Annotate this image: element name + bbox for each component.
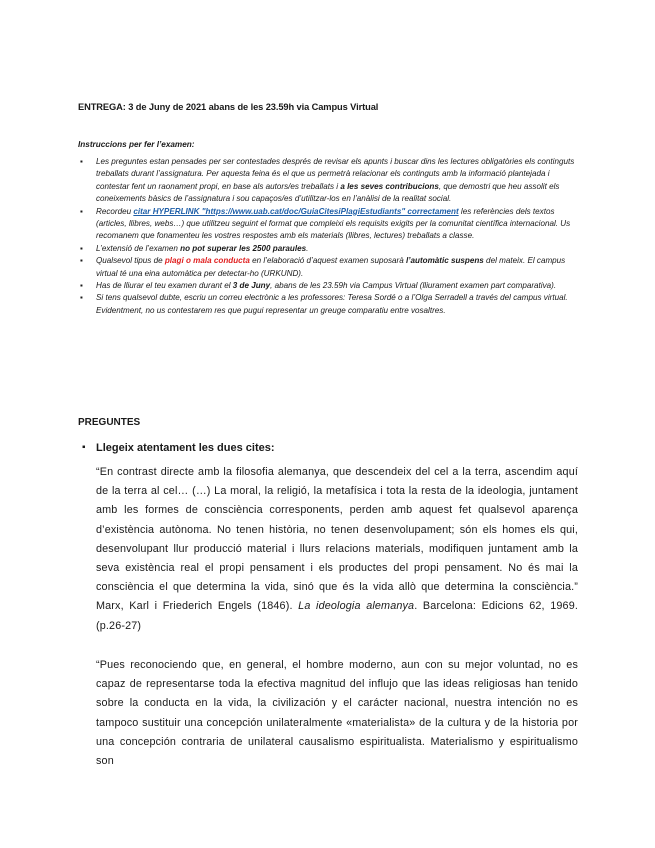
instruction-text: Qualsevol tipus de: [96, 256, 165, 266]
questions-heading: PREGUNTES: [78, 417, 141, 428]
bullet-icon: ▪: [80, 157, 83, 166]
quote-marx-engels: [96, 463, 578, 636]
instruction-text: .: [306, 243, 309, 253]
instruction-bold: no pot superar les 2500 paraules: [180, 243, 307, 253]
instruction-item: [78, 206, 576, 243]
bullet-icon: ▪: [80, 206, 83, 216]
quote-text: “Pues reconociendo que, en general, el hombre moderno, aun con su mejor voluntad, no es capaz de representarse toda la efectiva magnitud del influjo que las ideas religiosas han tenido sobre la conducta en la vida, la civilización y el carácter nacional, nuestra intención no es tampoco sustituir una concepción unilateralmente «materialista» de la cultura y de la historia por una concepción contraria de unilateral causalismo espiritualista. Materialismo y espiritualismo son: [96, 659, 578, 768]
instruction-bold: 3 de Juny: [232, 281, 271, 291]
instruction-bold: a les seves contribucions: [340, 181, 439, 191]
instruction-text: les referències dels textos (articles, llibres, webs…) que utilitzeu seguint el format que compleixi els requisits exigits per la comunitat científica internacional. Us recomanem que fonamenteu les vostres respostes amb els materials (llibres, lectures) treballats a classe.: [96, 206, 571, 241]
quote-reference: . Barcelona: Edicions 62, 1969. (p.26-27): [96, 600, 578, 632]
plagiarism-warning: plagi o mala conducta: [164, 256, 250, 266]
instruction-text: , abans de les 23.59h via Campus Virtual (lliurament examen part comparativa).: [270, 281, 557, 291]
instructions-list: [78, 156, 576, 317]
task-text: Llegeix atentament les dues cites:: [96, 442, 275, 454]
instruction-item: [78, 280, 576, 292]
instruction-text: , que demostri que heu assolit els coneixements bàsics de l’assignatura i sou capaços/es d’utilitzar-los en l’anàlisi de la realitat social.: [96, 181, 560, 204]
instruction-text: L’extensió de l’examen: [96, 243, 181, 253]
instruction-text: del mateix. El campus virtual té una eina automàtica per detectar-ho (URKUND).: [96, 256, 566, 278]
delivery-deadline: ENTREGA: 3 de Juny de 2021 abans de les 23.59h via Campus Virtual: [78, 102, 379, 112]
instruction-text: Si tens qualsevol dubte, escriu un correu electrònic a les professores: Teresa Sordé o a l’Olga Serradell a través del campus virtual. Evidentment, no us contestarem res que pugui representar un greuge comparatiu entre vosaltres.: [96, 293, 568, 315]
bullet-icon: ▪: [80, 256, 83, 266]
instruction-text: Recordeu: [96, 206, 134, 216]
instruction-bold: l’automàtic suspens: [406, 256, 484, 266]
quote-weber: [96, 656, 578, 771]
instruction-item: [78, 243, 576, 255]
instruction-text: Has de lliurar el teu examen durant el: [96, 281, 233, 291]
citation-guide-link[interactable]: citar HYPERLINK "https://www.uab.cat/doc/GuiaCitesiPlagiEstudiants" correctament: [133, 206, 459, 216]
book-title: La ideologia alemanya: [298, 600, 415, 613]
instruction-item: [78, 156, 576, 206]
instruction-item: [78, 292, 576, 317]
bullet-icon: ▪: [80, 243, 83, 253]
quote-text: “En contrast directe amb la filosofia alemanya, que descendeix del cel a la terra, ascendim aquí de la terra al cel… (…) La moral, la religió, la metafísica i tota la resta de la ideologia, juntament amb les formes de consciència corresponents, perden amb aquest fet qualsevol aparença d’existència autònoma. No tenen història, no tenen desenvolupament; són els homes els qui, desenvolupant llur producció material i llurs relacions materials, modifiquen juntament amb la seva existència real el propi pensament i els productes del propi pensament. No és mai la consciència el que determina la vida, sinó que és la vida allò que determina la consciència.” Marx, Karl i Friederich Engels (1846).: [96, 466, 578, 613]
instructions-title: Instruccions per fer l’examen:: [78, 140, 195, 149]
task-instruction: [82, 442, 275, 454]
bullet-icon: ▪: [80, 293, 83, 303]
bullet-icon: ▪: [80, 281, 83, 291]
instruction-text: Les preguntes estan pensades per ser contestades després de revisar els apunts i buscar dins les lectures obligatòries els continguts treballats durant l’assignatura. Per aquesta feina és el que us permetrà relacionar els continguts amb la informació plantejada i contestar fent un raonament propi, en base als autors/es treballats i: [96, 157, 575, 191]
bullet-icon: ▪: [82, 442, 86, 453]
instruction-text: en l’elaboració d’aquest examen suposarà: [249, 256, 406, 266]
instruction-item: [78, 255, 576, 280]
